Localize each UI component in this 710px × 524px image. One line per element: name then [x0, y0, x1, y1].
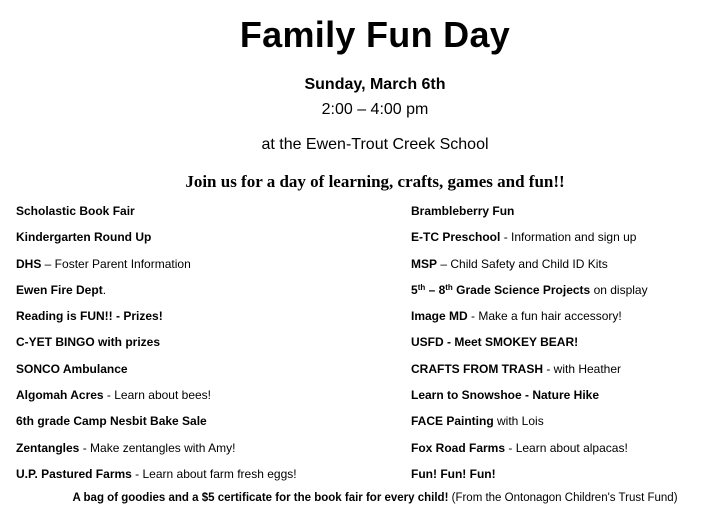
list-item: DHS – Foster Parent Information — [16, 256, 191, 271]
list-item: SONCO Ambulance — [16, 361, 128, 376]
list-item: Learn to Snowshoe - Nature Hike — [411, 388, 600, 403]
list-item: C-YET BINGO with prizes — [16, 335, 161, 350]
list-item: Ewen Fire Dept. — [16, 282, 107, 297]
list-item: E-TC Preschool - Information and sign up — [411, 230, 637, 245]
list-item: Image MD - Make a fun hair accessory! — [411, 309, 622, 324]
list-item: Fun! Fun! Fun! — [411, 466, 496, 481]
list-item: Scholastic Book Fair — [16, 204, 135, 218]
list-item: CRAFTS FROM TRASH - with Heather — [411, 361, 622, 376]
event-location: at the Ewen-Trout Creek School — [261, 136, 489, 153]
invitation-line: Join us for a day of learning, crafts, games and fun!! — [185, 172, 565, 191]
list-item: FACE Painting with Lois — [411, 414, 544, 429]
list-item: 6th grade Camp Nesbit Bake Sale — [16, 414, 207, 429]
footer-note: A bag of goodies and a $5 certificate for the book fair for every child! (From the Ontonagon Children's Trust Fund) — [72, 492, 678, 504]
list-item: MSP – Child Safety and Child ID Kits — [411, 256, 608, 271]
list-item-science-projects: 5th – 8th Grade Science Projects on display — [411, 282, 648, 297]
list-item: Fox Road Farms - Learn about alpacas! — [411, 440, 628, 455]
event-date: Sunday, March 6th — [304, 76, 446, 93]
activities-right-column — [411, 204, 706, 493]
list-item: Brambleberry Fun — [411, 204, 515, 218]
list-item: U.P. Pastured Farms - Learn about farm fresh eggs! — [16, 466, 297, 481]
page-title: Family Fun Day — [239, 14, 511, 55]
list-item: Reading is FUN!! - Prizes! — [16, 309, 163, 324]
event-time: 2:00 – 4:00 pm — [321, 101, 429, 118]
list-item: USFD - Meet SMOKEY BEAR! — [411, 335, 579, 350]
list-item: Kindergarten Round Up — [16, 230, 152, 245]
list-item: Zentangles - Make zentangles with Amy! — [16, 440, 236, 455]
activities-left-column — [16, 204, 396, 493]
list-item: Algomah Acres - Learn about bees! — [16, 388, 212, 403]
